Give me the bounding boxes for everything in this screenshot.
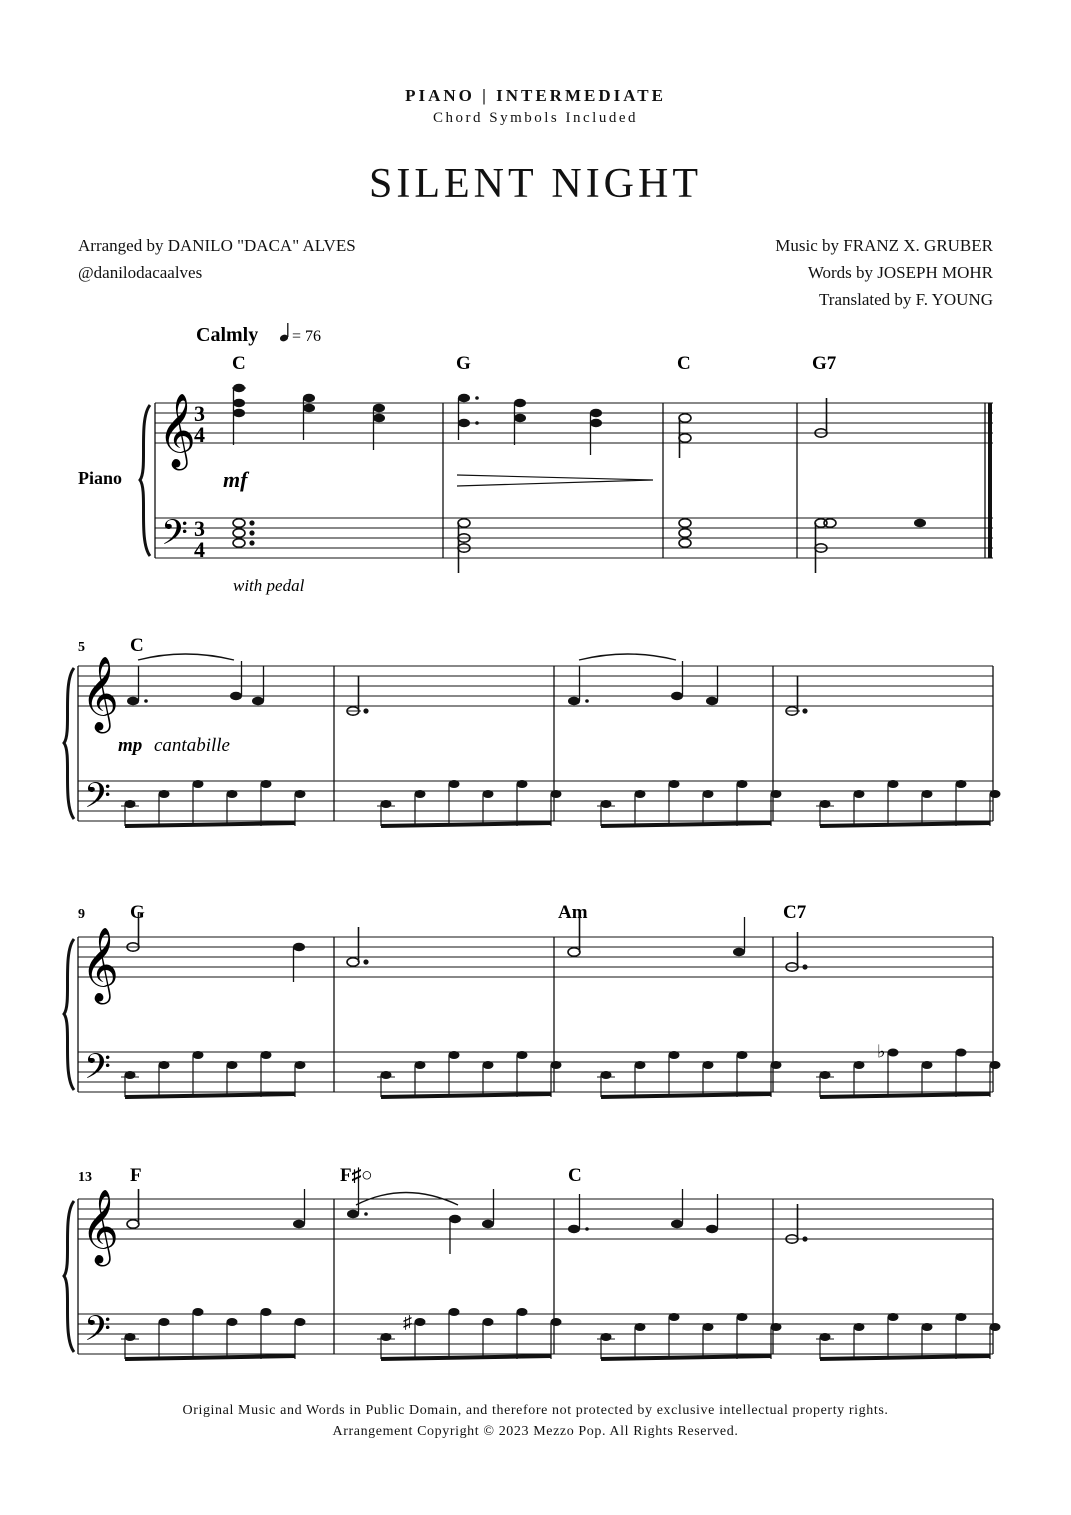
notes-measure-3: [679, 414, 691, 547]
instrument-label: Piano: [78, 468, 123, 488]
bass-note: [159, 1318, 170, 1326]
bass-note: [922, 790, 933, 798]
bass-note: [737, 1313, 748, 1321]
notes-measure-1: [232, 384, 385, 450]
bass-clef-icon: 𝄢: [84, 778, 112, 824]
notes-measure-16: [786, 1204, 807, 1243]
beam: [125, 1094, 295, 1097]
dynamic-mp: mp: [118, 735, 143, 756]
barlines: [443, 403, 990, 558]
bass-note: [125, 800, 136, 808]
system-1: [140, 353, 993, 595]
chord-symbol: F: [130, 1165, 142, 1186]
treble-clef-icon: 𝄞: [158, 395, 196, 466]
bass-note: [449, 1308, 460, 1316]
bass-note: [261, 1308, 272, 1316]
bass-clef-icon: 𝄢: [84, 1049, 112, 1095]
bass-note: [922, 1061, 933, 1069]
bass-note: [449, 780, 460, 788]
dynamic-mf: mf: [223, 467, 248, 492]
bass-note: [551, 1318, 562, 1326]
bass-note: [854, 1323, 865, 1331]
bass-note: [635, 790, 646, 798]
bass-note: [956, 780, 967, 788]
bass-note: [601, 1333, 612, 1341]
brace: [64, 668, 74, 819]
barlines: [334, 937, 993, 1092]
beam: [381, 1356, 551, 1359]
system-3: [64, 902, 1001, 1097]
bass-note: [193, 1051, 204, 1059]
beam: [381, 823, 551, 826]
pedal-marking: with pedal: [233, 576, 305, 595]
bass-staff: [78, 781, 993, 821]
bass-note: [295, 790, 306, 798]
bass-note: [820, 1333, 831, 1341]
chord-symbol: C: [677, 353, 691, 374]
measure-number: 13: [78, 1170, 92, 1185]
beam: [601, 1356, 771, 1359]
bass-note: [483, 1318, 494, 1326]
notes-measure-12: [786, 932, 807, 971]
chord-symbol: C: [568, 1165, 582, 1186]
bass-note: [449, 1051, 460, 1059]
bass-note: [888, 1049, 899, 1057]
bass-note: [415, 790, 426, 798]
bass-note: [295, 1061, 306, 1069]
bass-staff: [78, 1052, 993, 1092]
system-4: [64, 1165, 1001, 1359]
bass-note: [635, 1323, 646, 1331]
notes-measure-5: [127, 654, 264, 705]
page-title: SILENT NIGHT: [368, 161, 703, 207]
flat-icon: ♭: [877, 1041, 886, 1062]
series-label: PIANO | INTERMEDIATE: [405, 86, 666, 105]
notes-measure-4-bass: [914, 519, 926, 527]
beam: [601, 823, 771, 826]
bass-note: [703, 1061, 714, 1069]
bass-note: [854, 790, 865, 798]
bass-note: [990, 1061, 1001, 1069]
beam: [125, 823, 295, 826]
bass-note: [227, 790, 238, 798]
bass-note: [820, 800, 831, 808]
treble-staff: [78, 937, 993, 977]
bass-note: [159, 1061, 170, 1069]
notes-measure-4: [815, 398, 836, 573]
beam: [381, 1094, 551, 1097]
arranger-handle: @danilodacaalves: [78, 263, 203, 282]
time-signature-top: 3: [194, 516, 205, 541]
bass-note: [669, 780, 680, 788]
bass-staff: [155, 518, 993, 558]
system-2: [64, 635, 1001, 826]
brace: [64, 939, 74, 1090]
brace: [64, 1201, 74, 1352]
bass-note: [888, 780, 899, 788]
bass-staff: [78, 1314, 993, 1354]
bass-note: [737, 1051, 748, 1059]
bass-note: [125, 1333, 136, 1341]
chord-symbol: F♯○: [340, 1165, 373, 1186]
treble-clef-icon: 𝄞: [81, 658, 119, 729]
chord-symbol: G7: [812, 353, 837, 374]
public-domain-notice: Original Music and Words in Public Domain, and therefore not protected by exclusive intellectual property rights.: [182, 1403, 889, 1418]
bass-note: [381, 1333, 392, 1341]
chord-symbol: G: [130, 902, 145, 923]
bass-note: [193, 780, 204, 788]
bass-note: [990, 790, 1001, 798]
subtitle: Chord Symbols Included: [433, 110, 638, 126]
arranger-credit: Arranged by DANILO "DACA" ALVES: [78, 236, 356, 255]
quarter-note-icon: [279, 323, 289, 342]
bass-note: [888, 1313, 899, 1321]
bass-note: [551, 790, 562, 798]
bass-note: [737, 780, 748, 788]
beam: [125, 1356, 295, 1359]
notes-measure-15: [568, 1189, 718, 1233]
bass-note: [415, 1318, 426, 1326]
chord-symbol: C: [232, 353, 246, 374]
bass-note: [261, 1051, 272, 1059]
time-signature-bottom: 4: [194, 537, 205, 562]
bass-note: [517, 1308, 528, 1316]
bass-note: [601, 1071, 612, 1079]
treble-staff: [155, 403, 993, 443]
time-signature-bottom: 4: [194, 422, 205, 447]
treble-clef-icon: 𝄞: [81, 929, 119, 1000]
chord-symbol: C: [130, 635, 144, 656]
notes-measure-7: [568, 654, 718, 705]
bass-note: [483, 1061, 494, 1069]
bass-note: [669, 1313, 680, 1321]
bass-note: [669, 1051, 680, 1059]
bass-note: [159, 790, 170, 798]
bass-note: [227, 1318, 238, 1326]
chord-symbol: Am: [558, 902, 588, 923]
notes-measure-1-bass: [233, 519, 254, 547]
bass-note: [483, 790, 494, 798]
time-signature-top: 3: [194, 401, 205, 426]
bass-note: [517, 1051, 528, 1059]
bass-note: [771, 1061, 782, 1069]
beam: [820, 1094, 990, 1097]
bass-note: [381, 1071, 392, 1079]
bass-note: [125, 1071, 136, 1079]
bass-note: [771, 1323, 782, 1331]
treble-clef-icon: 𝄞: [81, 1191, 119, 1262]
bass-note: [261, 780, 272, 788]
cantabile-marking: cantabille: [154, 735, 230, 756]
notes-measure-9-beat3: [293, 943, 305, 982]
bass-clef-icon: 𝄢: [161, 515, 189, 561]
bass-note: [956, 1313, 967, 1321]
bass-eighth-notes: [121, 780, 1001, 826]
tempo-bpm: = 76: [292, 328, 322, 345]
tempo-marking: Calmly: [196, 324, 259, 346]
notes-measure-14: [347, 1179, 494, 1254]
words-credit: Words by JOSEPH MOHR: [807, 263, 993, 282]
bass-note: [990, 1323, 1001, 1331]
bass-note: [956, 1049, 967, 1057]
bass-note: [381, 800, 392, 808]
notes-measure-2-bass: [458, 519, 470, 573]
beam: [601, 1094, 771, 1097]
bass-note: [922, 1323, 933, 1331]
arrangement-copyright: Arrangement Copyright © 2023 Mezzo Pop. All Rights Reserved.: [332, 1424, 739, 1439]
chord-symbol: C7: [783, 902, 807, 923]
bass-note: [771, 790, 782, 798]
barlines: [334, 1199, 993, 1354]
measure-number: 9: [78, 907, 85, 922]
beam: [820, 823, 990, 826]
bass-eighth-notes: [121, 1042, 1001, 1098]
bass-note: [854, 1061, 865, 1069]
measure-number: 5: [78, 640, 85, 655]
bass-note: [517, 780, 528, 788]
bass-note: [551, 1061, 562, 1069]
sharp-icon: ♯: [403, 1312, 412, 1332]
treble-staff: [78, 666, 993, 706]
bass-note: [415, 1061, 426, 1069]
bass-note: [820, 1071, 831, 1079]
music-credit: Music by FRANZ X. GRUBER: [775, 236, 993, 255]
bass-note: [601, 800, 612, 808]
bass-note: [227, 1061, 238, 1069]
bass-note: [295, 1318, 306, 1326]
bass-note: [703, 1323, 714, 1331]
bass-note: [635, 1061, 646, 1069]
chord-symbol: G: [456, 353, 471, 374]
bass-note: [193, 1308, 204, 1316]
barlines: [334, 666, 993, 821]
bass-note: [703, 790, 714, 798]
bass-clef-icon: 𝄢: [84, 1311, 112, 1357]
decrescendo-hairpin: [457, 475, 653, 486]
beam: [820, 1356, 990, 1359]
translation-credit: Translated by F. YOUNG: [819, 290, 993, 309]
brace: [140, 405, 150, 556]
copyright-footer: [0, 1400, 1071, 1442]
treble-staff: [78, 1199, 993, 1239]
